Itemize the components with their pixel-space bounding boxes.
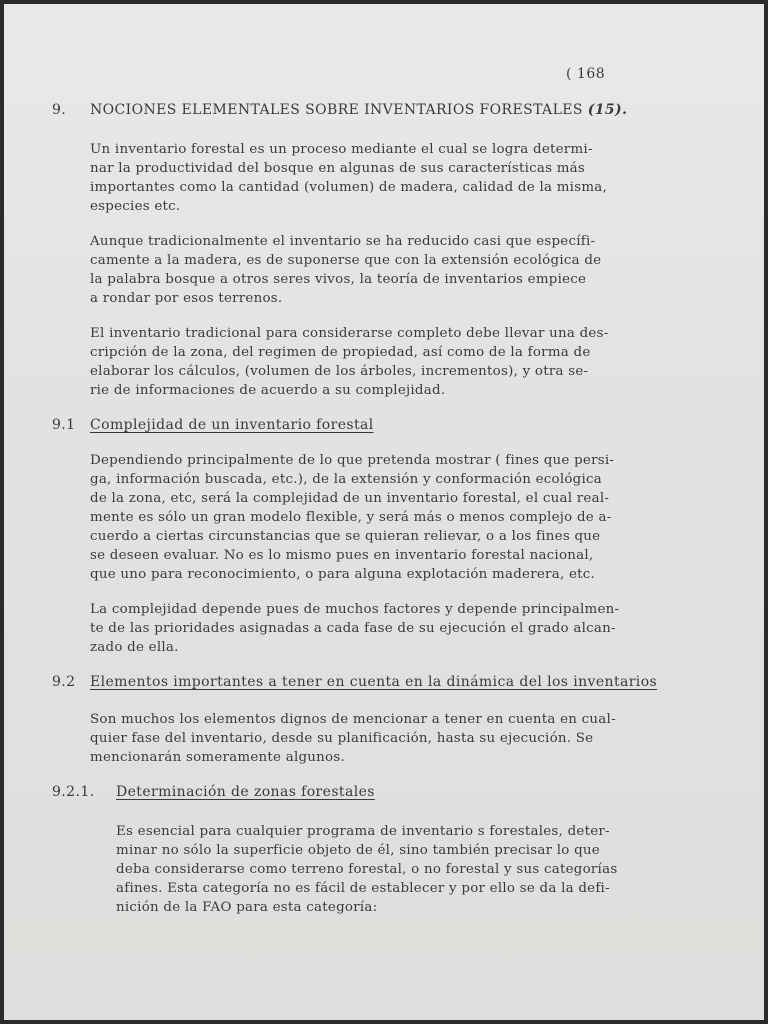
text-line: cuerdo a ciertas circunstancias que se quieran relievar, o a los fines que — [90, 529, 601, 544]
text-line: Aunque tradicionalmente el inventario se ha reducido casi que específi- — [90, 234, 596, 249]
text-line: zado de ella. — [90, 640, 179, 655]
text-line: Dependiendo principalmente de lo que pretenda mostrar ( fines que persi- — [90, 453, 615, 468]
text-line: minar no sólo la superficie objeto de él, sino también precisar lo que — [116, 843, 600, 858]
chapter-title: NOCIONES ELEMENTALES SOBRE INVENTARIOS FORESTALES — [90, 102, 583, 118]
text-line: mente es sólo un gran modelo flexible, y será más o menos complejo de a- — [90, 510, 612, 525]
text-line: Es esencial para cualquier programa de inventario s forestales, deter- — [116, 824, 610, 839]
section-9-2-paragraph-1 — [90, 710, 704, 767]
text-line: quier fase del inventario, desde su planificación, hasta su ejecución. Se — [90, 731, 594, 746]
text-line: El inventario tradicional para considerarse completo debe llevar una des- — [90, 326, 609, 341]
section-9-1-paragraph-1 — [90, 451, 704, 584]
text-line: elaborar los cálculos, (volumen de los árboles, incrementos), y otra se- — [90, 364, 589, 379]
section-9-2-1-paragraph-1 — [116, 822, 706, 917]
text-line: deba considerarse como terreno forestal, o no forestal y sus categorías — [116, 862, 618, 877]
text-line: camente a la madera, es de suponerse que con la extensión ecológica de — [90, 253, 602, 268]
text-line: se deseen evaluar. No es lo mismo pues en inventario forestal nacional, — [90, 548, 594, 563]
text-line: la palabra bosque a otros seres vivos, la teoría de inventarios empiece — [90, 272, 587, 287]
section-title: Elementos importantes a tener en cuenta en la dinámica del los inventarios — [90, 674, 658, 690]
text-line: mencionarán someramente algunos. — [90, 750, 345, 765]
handwritten-reference: (15). — [587, 102, 628, 118]
text-line: cripción de la zona, del regimen de propiedad, así como de la forma de — [90, 345, 591, 360]
intro-paragraph-2 — [90, 232, 704, 308]
text-line: que uno para reconocimiento, o para alguna explotación maderera, etc. — [90, 567, 596, 582]
text-line: La complejidad depende pues de muchos factores y depende principalmen- — [90, 602, 620, 617]
text-line: nición de la FAO para esta categoría: — [116, 900, 378, 915]
intro-paragraph-3 — [90, 324, 704, 400]
section-title: Complejidad de un inventario forestal — [90, 417, 374, 433]
intro-paragraph-1 — [90, 140, 704, 216]
text-line: Un inventario forestal es un proceso mediante el cual se logra determi- — [90, 142, 593, 157]
section-number: 9.1 — [52, 417, 76, 433]
text-line: afines. Esta categoría no es fácil de establecer y por ello se da la defi- — [116, 881, 610, 896]
chapter-number: 9. — [52, 102, 67, 118]
section-title: Determinación de zonas forestales — [116, 784, 375, 800]
section-number: 9.2.1. — [52, 784, 95, 800]
text-line: de la zona, etc, será la complejidad de un inventario forestal, el cual real- — [90, 491, 610, 506]
text-line: Son muchos los elementos dignos de mencionar a tener en cuenta en cual- — [90, 712, 616, 727]
text-line: rie de informaciones de acuerdo a su complejidad. — [90, 383, 446, 398]
text-line: importantes como la cantidad (volumen) de madera, calidad de la misma, — [90, 180, 608, 195]
text-line: ga, información buscada, etc.), de la extensión y conformación ecológica — [90, 472, 602, 487]
text-line: nar la productividad del bosque en algunas de sus características más — [90, 161, 586, 176]
document-page — [4, 4, 764, 1020]
text-line: te de las prioridades asignadas a cada fase de su ejecución el grado alcan- — [90, 621, 616, 636]
text-line: a rondar por esos terrenos. — [90, 291, 283, 306]
section-number: 9.2 — [52, 674, 76, 690]
chapter-heading — [52, 102, 627, 118]
text-line: especies etc. — [90, 199, 181, 214]
section-heading-9-1 — [52, 417, 374, 433]
page-number: ( 168 — [566, 66, 606, 82]
section-heading-9-2 — [52, 674, 657, 690]
section-9-1-paragraph-2 — [90, 600, 704, 657]
section-heading-9-2-1 — [52, 784, 375, 800]
